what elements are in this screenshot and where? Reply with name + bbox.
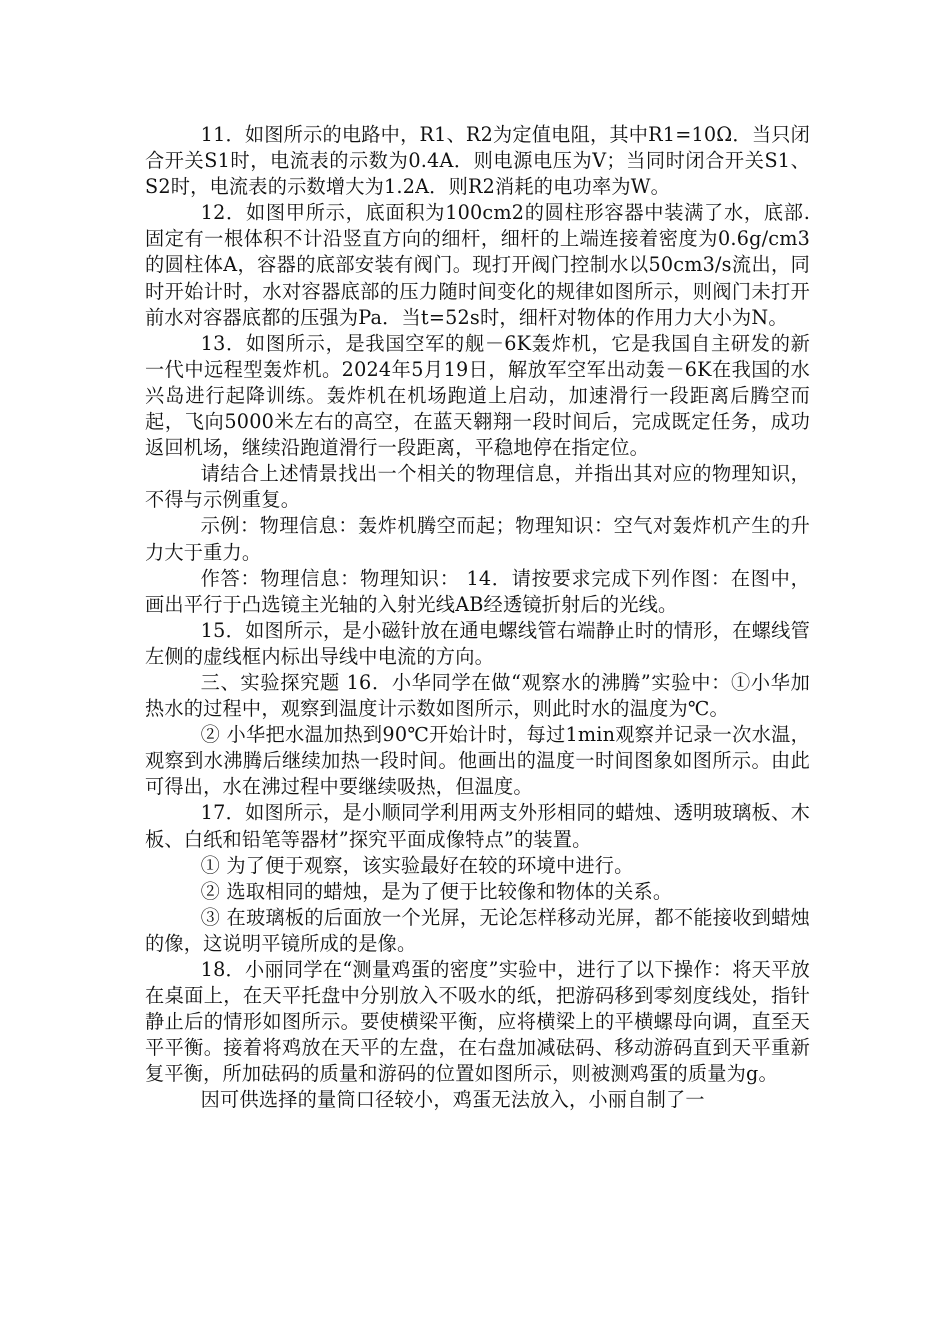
question-18-continuation: 因可供选择的量筒口径较小，鸡蛋无法放入，小丽自制了一 — [200, 1088, 705, 1112]
question-15-paragraph: 15．如图所示，是小磁针放在通电螺线管右端静止时的情形，在螺线管左侧的虚线框内标出导线中电流的方向。 — [145, 618, 810, 668]
question-17-part-3: ③ 在玻璃板的后面放一个光屏，无论怎样移动光屏，都不能接收到蜡烛的像，这说明平镜所成的是像。 — [145, 905, 810, 955]
question-18-paragraph: 18．小丽同学在“测量鸡蛋的密度”实验中，进行了以下操作：将天平放在桌面上，在天平托盘中分别放入不吸水的纸，把游码移到零刻度线处，指针静止后的情形如图所示。要使横梁平衡，应将横梁上的平横螺母向调，直至天平平衡。接着将鸡放在天平的左盘，在右盘加减砝码、移动游码直到天平重新复平衡，所加砝码的质量和游码的位置如图所示，则被测鸡蛋的质量为g。 — [145, 958, 810, 1086]
question-13-example: 示例：物理信息：轰炸机腾空而起；物理知识：空气对轰炸机产生的升力大于重力。 — [145, 514, 810, 564]
question-12-paragraph: 12．如图甲所示，底面积为100cm2的圆柱形容器中装满了水，底部.固定有一根体积不计沿竖直方向的细杆，细杆的上端连接着密度为0.6g/cm3的圆柱体A，容器的底部安装有阀门。现打开阀门控制水以50cm3/s流出，同时开始计时，水对容器底部的压力随时间变化的规律如图所示，则阀门未打开前水对容器底都的压强为Pa．当t=52s时，细杆对物体的作用力大小为N。 — [145, 201, 810, 329]
question-17-part-1: ① 为了便于观察，该实验最好在较的环境中进行。 — [200, 853, 634, 877]
question-13-paragraph: 13．如图所示，是我国空军的舰－6K轰炸机，它是我国自主研发的新一代中远程型轰炸机。2024年5月19日，解放军空军出动轰－6K在我国的水兴岛进行起降训练。轰炸机在机场跑道上启动，加速滑行一段距离后腾空而起，飞向5000米左右的高空，在蓝天翱翔一段时间后，完成既定任务，成功返回机场，继续沿跑道滑行一段距离，平稳地停在指定位。 — [145, 331, 810, 460]
question-17-part-2: ② 选取相同的蜡烛，是为了便于比较像和物体的关系。 — [200, 879, 673, 903]
document-body — [145, 122, 810, 1114]
question-16-part-2: ② 小华把水温加热到90℃开始计时，每过1min观察并记录一次水温，观察到水沸腾后继续加热一段时间。他画出的温度一时间图象如图所示。由此可得出，水在沸过程中要继续吸热，但温度。 — [145, 723, 810, 799]
question-11-paragraph: 11．如图所示的电路中，R1、R2为定值电阻，其中R1=10Ω．当只闭合开关S1时，电流表的示数为0.4A．则电源电压为V；当同时闭合开关S1、S2时，电流表的示数增大为1.2A．则R2消耗的电功率为W。 — [145, 123, 810, 199]
question-16-paragraph: 三、实验探究题 16．小华同学在做“观察水的沸腾”实验中：①小华加热水的过程中，观察到温度计示数如图所示，则此时水的温度为℃。 — [145, 670, 810, 721]
question-13-answer-and-14: 作答：物理信息：物理知识： 14．请按要求完成下列作图：在图中，画出平行于凸选镜主光轴的入射光线AB经透镜折射后的光线。 — [145, 566, 810, 616]
question-13-instruction: 请结合上述情景找出一个相关的物理信息，并指出其对应的物理知识，不得与示例重复。 — [145, 462, 810, 512]
question-17-paragraph: 17．如图所示，是小顺同学利用两支外形相同的蜡烛、透明玻璃板、木板、白纸和铅笔等器材”探究平面成像特点”的装置。 — [145, 801, 810, 851]
